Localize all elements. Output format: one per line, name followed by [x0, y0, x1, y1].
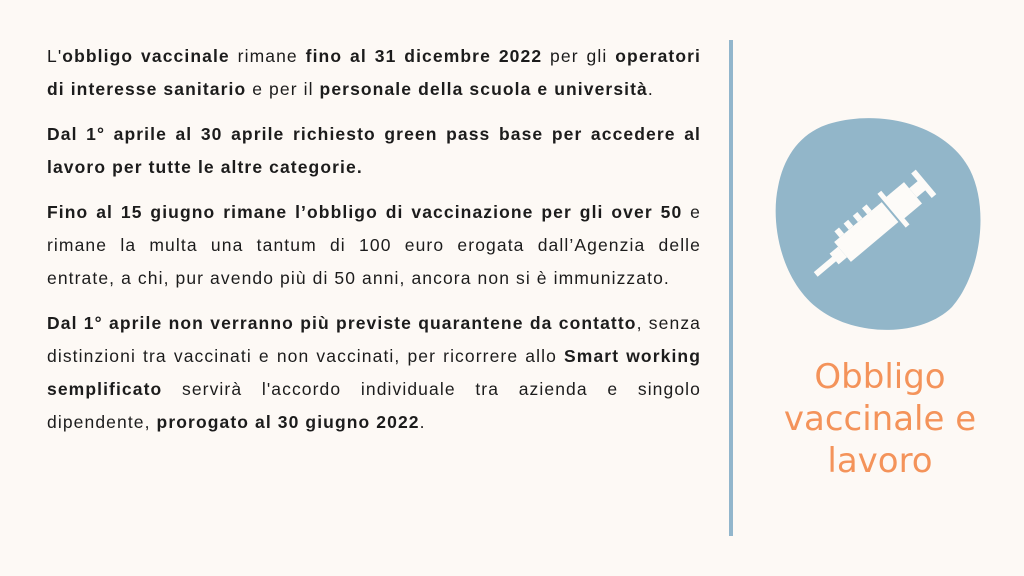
text-span: e per il — [246, 79, 320, 99]
paragraph — [47, 118, 701, 184]
vertical-divider — [729, 40, 733, 536]
bold-text: Fino al 15 giugno rimane l’obbligo di vaccinazione per gli over 50 — [47, 202, 683, 222]
title-line: lavoro — [827, 441, 933, 481]
title-line: Obbligo — [814, 357, 946, 397]
paragraph — [47, 196, 701, 295]
slide-title — [770, 356, 990, 482]
text-span: . — [419, 412, 426, 432]
bold-text: operatori di interesse sanitario — [47, 46, 702, 99]
text-span: per gli — [542, 46, 616, 66]
bold-text: Dal 1° aprile non verranno più previste quarantene da contatto — [47, 313, 637, 333]
text-span: L' — [47, 46, 63, 66]
text-span: , senza distinzioni tra vaccinati e non vaccinati, per ricorrere allo — [47, 313, 702, 366]
body-text — [47, 40, 701, 451]
title-line: vaccinale e — [783, 399, 977, 439]
bold-text: obbligo vaccinale — [62, 46, 230, 66]
syringe-badge — [772, 115, 982, 333]
text-span: rimane — [229, 46, 306, 66]
paragraph — [47, 40, 701, 106]
bold-text: Dal 1° aprile al 30 aprile richiesto green pass base per accedere al lavoro per tutte le altre categorie. — [47, 124, 701, 177]
bold-text: personale della scuola e università — [319, 79, 648, 99]
text-span: . — [647, 79, 654, 99]
bold-text: fino al 31 dicembre 2022 — [305, 46, 543, 66]
text-span: servirà l'accordo individuale tra azienda e singolo dipendente, — [47, 379, 701, 432]
bold-text: Smart working semplificato — [47, 346, 701, 399]
paragraph — [47, 307, 701, 439]
text-span: e rimane la multa una tantum di 100 euro erogata dall’Agenzia delle entrate, a chi, pur avendo più di 50 anni, ancora non si è immunizzato. — [47, 202, 701, 288]
bold-text: prorogato al 30 giugno 2022 — [156, 412, 420, 432]
